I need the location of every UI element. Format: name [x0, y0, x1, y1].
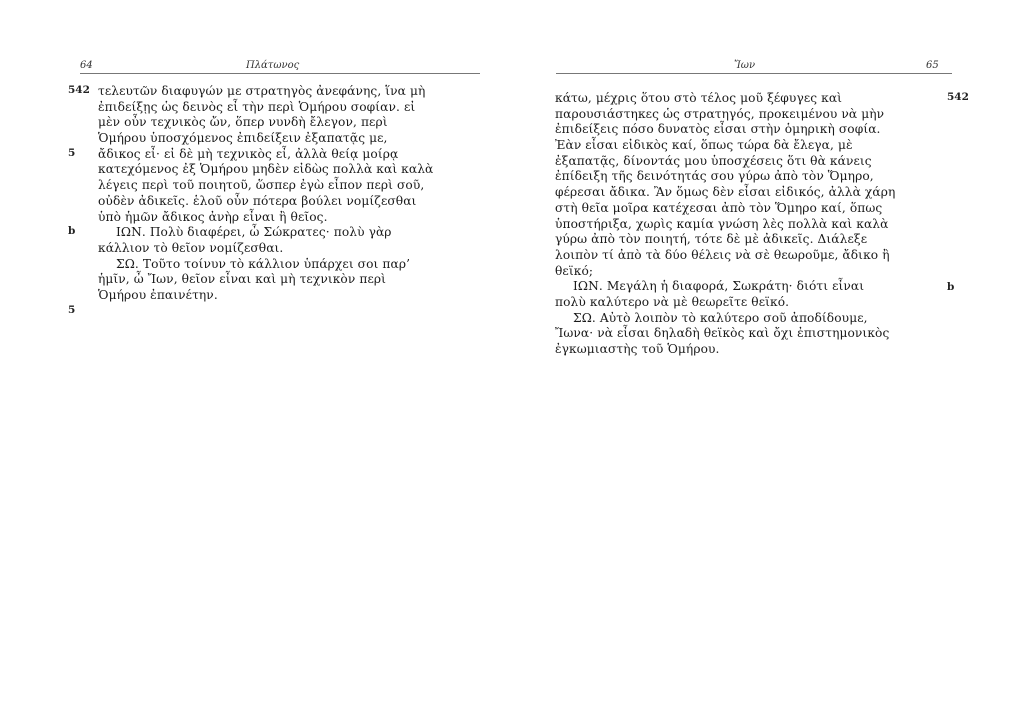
- text-line: κάτω, μέχρις ὅτου στὸ τέλος μοῦ ξέφυγες καὶ: [555, 91, 843, 105]
- left-margin-stephanus-542: 542: [68, 84, 90, 96]
- text-line: ἡμῖν, ὦ Ἴων, θεῖον εἶναι καὶ μὴ τεχνικὸν περὶ: [98, 272, 387, 287]
- text-line: κάλλιον τὸ θεῖον νομίζεσθαι.: [98, 240, 284, 255]
- text-line: ὑποστήριξα, χωρὶς καμία γνώση λὲς πολλὰ καὶ καλὰ: [555, 216, 889, 231]
- left-margin-section-b: b: [68, 225, 76, 237]
- text-line: παρουσιάστηκες ὡς στρατηγός, προκειμένου νὰ μὴν: [555, 106, 885, 121]
- text-line: στὴ θεῖα μοῖρα κατέχεσαι ἀπὸ τὸν Ὅμηρο καί, ὅπως: [555, 200, 883, 215]
- text-line: ἐξαπατᾷς, δίνοντάς μου ὑποσχέσεις ὅτι θὰ κάνεις: [555, 153, 872, 168]
- speaker-line: ΙΩΝ. Μεγάλη ἡ διαφορά, Σωκράτη· διότι εἶναι: [573, 279, 865, 294]
- text-line: τελευτῶν διαφυγών με στρατηγὸς ἀνεφάνης, ἵνα μὴ: [98, 84, 426, 98]
- left-margin-line-5b: 5: [68, 304, 76, 316]
- right-margin-section-b: b: [947, 281, 955, 293]
- right-running-head: Ἴων: [734, 60, 756, 71]
- text-line: θεϊκό;: [555, 263, 594, 278]
- text-line: ἐγκωμιαστὴς τοῦ Ὁμήρου.: [555, 342, 720, 356]
- left-running-head: Πλάτωνος: [246, 60, 300, 71]
- right-page: [512, 0, 1024, 725]
- right-page-number: 65: [926, 60, 939, 71]
- text-line: λοιπὸν τί ἀπὸ τὰ δύο θέλεις νὰ σὲ θεωροῦμε, ἄδικο ἢ: [555, 247, 890, 262]
- text-line: ἐπιδείξεις πόσο δυνατὸς εἶσαι στὴν ὁμηρικὴ σοφία.: [555, 122, 881, 137]
- text-line: γύρω ἀπὸ τὸν ποιητή, τότε δὲ μὲ ἀδικεῖς. Διάλεξε: [555, 232, 868, 247]
- speaker-line: ΙΩΝ. Πολὺ διαφέρει, ὦ Σώκρατες· πολὺ γὰρ: [116, 225, 392, 240]
- text-line: οὐδὲν ἀδικεῖς. ἑλοῦ οὖν πότερα βούλει νομίζεσθαι: [98, 193, 417, 208]
- text-line: πολὺ καλύτερο νὰ μὲ θεωρεῖτε θεϊκό.: [555, 294, 790, 309]
- text-line: Ἴωνα· νὰ εἶσαι δηλαδὴ θεϊκὸς καὶ ὄχι ἐπιστημονικὸς: [555, 326, 890, 341]
- right-greek-text: [555, 91, 935, 358]
- text-line: Ὁμήρου ὑποσχόμενος ἐπιδείξειν ἐξαπατᾷς με,: [98, 131, 388, 146]
- text-line: ἐπιδείξῃς ὡς δεινὸς εἶ τὴν περὶ Ὁμήρου σοφίαν. εἰ: [98, 99, 416, 114]
- speaker-line: ΣΩ. Τοῦτο τοίνυν τὸ κάλλιον ὑπάρχει σοι παρ’: [116, 256, 411, 271]
- right-margin-stephanus-542: 542: [947, 91, 969, 103]
- text-line: ἄδικος εἶ· εἰ δὲ μὴ τεχνικὸς εἶ, ἀλλὰ θείᾳ μοίρᾳ: [98, 146, 399, 161]
- text-line: κατεχόμενος ἐξ Ὁμήρου μηδὲν εἰδὼς πολλὰ καὶ καλὰ: [98, 162, 434, 177]
- left-header-rule: [80, 73, 480, 74]
- text-line: μὲν οὖν τεχνικὸς ὤν, ὅπερ νυνδὴ ἔλεγον, περὶ: [98, 115, 388, 130]
- left-page-number: 64: [80, 60, 93, 71]
- text-line: ὑπὸ ἡμῶν ἄδικος ἀνὴρ εἶναι ἢ θεῖος.: [98, 209, 328, 224]
- left-margin-line-5: 5: [68, 147, 76, 159]
- text-line: φέρεσαι ἄδικα. Ἂν ὅμως δὲν εἶσαι εἰδικός, ἀλλὰ χάρη: [555, 185, 896, 200]
- text-line: ἐπίδειξη τῆς δεινότητάς σου γύρω ἀπὸ τὸν Ὅμηρο,: [555, 169, 874, 184]
- speaker-line: ΣΩ. Αὐτὸ λοιπὸν τὸ καλύτερο σοῦ ἀποδίδουμε,: [573, 310, 868, 325]
- right-header-rule: [556, 73, 952, 74]
- left-greek-text: [98, 84, 478, 304]
- text-line: Ὁμήρου ἐπαινέτην.: [98, 287, 218, 302]
- text-line: λέγεις περὶ τοῦ ποιητοῦ, ὥσπερ ἐγὼ εἶπον περὶ σοῦ,: [98, 178, 425, 193]
- text-line: Ἐὰν εἶσαι εἰδικὸς καί, ὅπως τώρα δὰ ἔλεγα, μὲ: [555, 138, 853, 153]
